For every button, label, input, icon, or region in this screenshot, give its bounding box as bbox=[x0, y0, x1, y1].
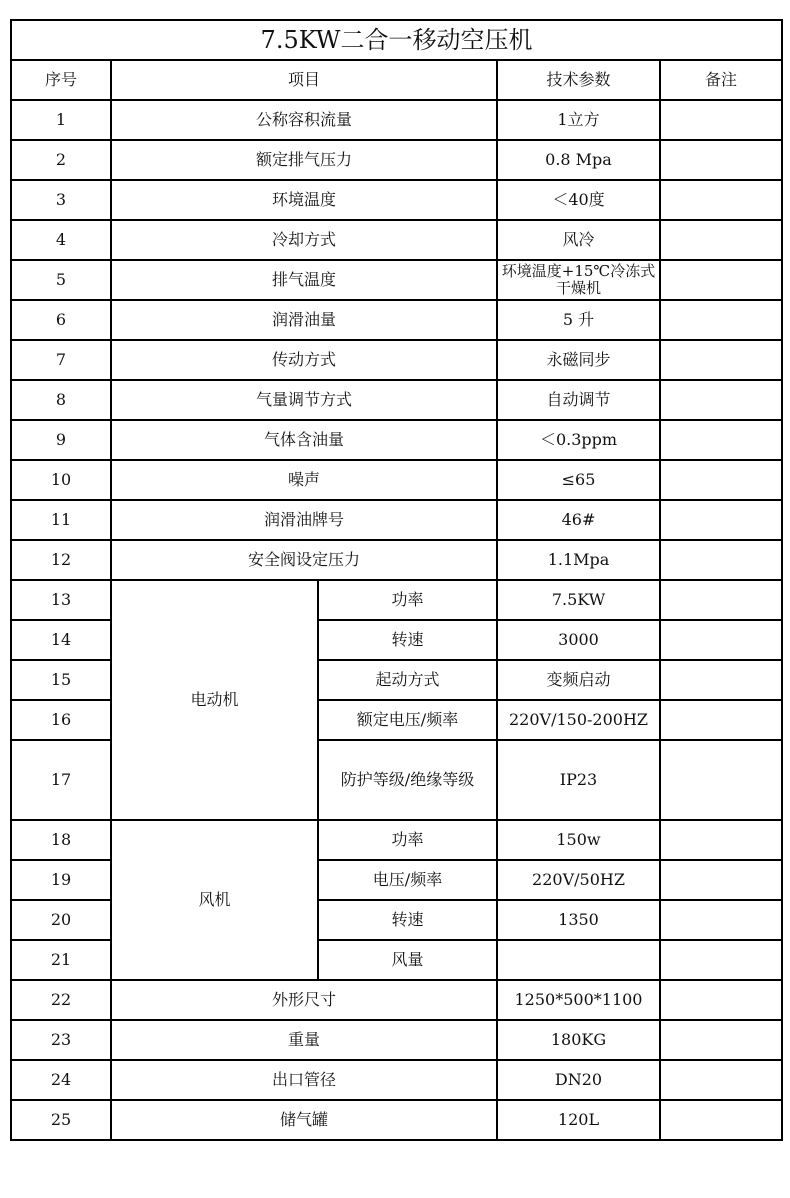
table-row bbox=[11, 580, 782, 620]
row-note bbox=[660, 340, 782, 380]
row-spec: 变频启动 bbox=[497, 660, 660, 700]
row-note bbox=[660, 1020, 782, 1060]
row-item: 储气罐 bbox=[111, 1100, 497, 1140]
row-number: 11 bbox=[11, 500, 111, 540]
row-number: 24 bbox=[11, 1060, 111, 1100]
table-row bbox=[11, 1060, 782, 1100]
motor-group-label: 电动机 bbox=[111, 580, 318, 820]
row-number: 23 bbox=[11, 1020, 111, 1060]
fan-group-label: 风机 bbox=[111, 820, 318, 980]
row-number: 14 bbox=[11, 620, 111, 660]
row-note bbox=[660, 460, 782, 500]
row-note bbox=[660, 380, 782, 420]
row-item: 环境温度 bbox=[111, 180, 497, 220]
header-no: 序号 bbox=[11, 60, 111, 100]
row-note bbox=[660, 260, 782, 300]
row-note bbox=[660, 980, 782, 1020]
row-number: 22 bbox=[11, 980, 111, 1020]
row-note bbox=[660, 220, 782, 260]
row-subitem: 防护等级/绝缘等级 bbox=[318, 740, 497, 820]
row-number: 17 bbox=[11, 740, 111, 820]
row-subitem: 功率 bbox=[318, 820, 497, 860]
table-row bbox=[11, 260, 782, 300]
row-spec: 永磁同步 bbox=[497, 340, 660, 380]
table-row bbox=[11, 100, 782, 140]
row-spec: 环境温度+15℃冷冻式干燥机 bbox=[497, 260, 660, 300]
header-spec: 技术参数 bbox=[497, 60, 660, 100]
row-note bbox=[660, 180, 782, 220]
row-number: 5 bbox=[11, 260, 111, 300]
row-number: 8 bbox=[11, 380, 111, 420]
row-number: 25 bbox=[11, 1100, 111, 1140]
row-spec: 220V/150-200HZ bbox=[497, 700, 660, 740]
row-spec: 1250*500*1100 bbox=[497, 980, 660, 1020]
row-subitem: 起动方式 bbox=[318, 660, 497, 700]
row-note bbox=[660, 1100, 782, 1140]
row-number: 13 bbox=[11, 580, 111, 620]
row-number: 9 bbox=[11, 420, 111, 460]
row-note bbox=[660, 300, 782, 340]
row-number: 20 bbox=[11, 900, 111, 940]
row-number: 6 bbox=[11, 300, 111, 340]
row-number: 1 bbox=[11, 100, 111, 140]
row-item: 润滑油牌号 bbox=[111, 500, 497, 540]
row-note bbox=[660, 740, 782, 820]
row-spec: 3000 bbox=[497, 620, 660, 660]
row-spec: 1.1Mpa bbox=[497, 540, 660, 580]
row-spec: 自动调节 bbox=[497, 380, 660, 420]
table-row bbox=[11, 180, 782, 220]
row-item: 气体含油量 bbox=[111, 420, 497, 460]
row-item: 公称容积流量 bbox=[111, 100, 497, 140]
row-spec: 5 升 bbox=[497, 300, 660, 340]
row-number: 21 bbox=[11, 940, 111, 980]
row-spec: ＜40度 bbox=[497, 180, 660, 220]
row-item: 安全阀设定压力 bbox=[111, 540, 497, 580]
row-note bbox=[660, 540, 782, 580]
table-row bbox=[11, 300, 782, 340]
row-note bbox=[660, 660, 782, 700]
row-note bbox=[660, 820, 782, 860]
row-spec: 150w bbox=[497, 820, 660, 860]
row-spec bbox=[497, 940, 660, 980]
row-spec: 180KG bbox=[497, 1020, 660, 1060]
spec-table bbox=[10, 19, 783, 1141]
row-note bbox=[660, 140, 782, 180]
row-spec: 220V/50HZ bbox=[497, 860, 660, 900]
row-number: 4 bbox=[11, 220, 111, 260]
row-note bbox=[660, 1060, 782, 1100]
row-subitem: 电压/频率 bbox=[318, 860, 497, 900]
row-number: 15 bbox=[11, 660, 111, 700]
row-item: 额定排气压力 bbox=[111, 140, 497, 180]
row-spec: 120L bbox=[497, 1100, 660, 1140]
row-item: 润滑油量 bbox=[111, 300, 497, 340]
row-item: 重量 bbox=[111, 1020, 497, 1060]
row-note bbox=[660, 700, 782, 740]
row-note bbox=[660, 940, 782, 980]
row-number: 3 bbox=[11, 180, 111, 220]
row-number: 7 bbox=[11, 340, 111, 380]
row-number: 18 bbox=[11, 820, 111, 860]
row-number: 19 bbox=[11, 860, 111, 900]
table-row bbox=[11, 1020, 782, 1060]
row-number: 16 bbox=[11, 700, 111, 740]
row-spec: 1350 bbox=[497, 900, 660, 940]
row-spec: 46# bbox=[497, 500, 660, 540]
row-number: 12 bbox=[11, 540, 111, 580]
table-row bbox=[11, 980, 782, 1020]
row-item: 气量调节方式 bbox=[111, 380, 497, 420]
row-subitem: 功率 bbox=[318, 580, 497, 620]
row-note bbox=[660, 580, 782, 620]
table-row bbox=[11, 1100, 782, 1140]
table-row bbox=[11, 820, 782, 860]
table-row bbox=[11, 340, 782, 380]
row-item: 排气温度 bbox=[111, 260, 497, 300]
row-item: 传动方式 bbox=[111, 340, 497, 380]
row-spec: 风冷 bbox=[497, 220, 660, 260]
table-row bbox=[11, 140, 782, 180]
header-note: 备注 bbox=[660, 60, 782, 100]
row-spec: IP23 bbox=[497, 740, 660, 820]
row-note bbox=[660, 500, 782, 540]
row-note bbox=[660, 860, 782, 900]
row-number: 10 bbox=[11, 460, 111, 500]
table-row bbox=[11, 420, 782, 460]
table-row bbox=[11, 540, 782, 580]
row-note bbox=[660, 620, 782, 660]
row-subitem: 额定电压/频率 bbox=[318, 700, 497, 740]
row-item: 冷却方式 bbox=[111, 220, 497, 260]
row-item: 出口管径 bbox=[111, 1060, 497, 1100]
table-row bbox=[11, 380, 782, 420]
row-note bbox=[660, 100, 782, 140]
table-row bbox=[11, 220, 782, 260]
table-title: 7.5KW二合一移动空压机 bbox=[11, 20, 782, 60]
row-subitem: 转速 bbox=[318, 620, 497, 660]
table-row bbox=[11, 460, 782, 500]
row-item: 噪声 bbox=[111, 460, 497, 500]
row-note bbox=[660, 420, 782, 460]
table-row bbox=[11, 500, 782, 540]
row-item: 外形尺寸 bbox=[111, 980, 497, 1020]
row-spec: ＜0.3ppm bbox=[497, 420, 660, 460]
row-subitem: 风量 bbox=[318, 940, 497, 980]
row-spec: DN20 bbox=[497, 1060, 660, 1100]
header-item: 项目 bbox=[111, 60, 497, 100]
row-spec: 1立方 bbox=[497, 100, 660, 140]
row-spec: 7.5KW bbox=[497, 580, 660, 620]
row-number: 2 bbox=[11, 140, 111, 180]
row-spec: 0.8 Mpa bbox=[497, 140, 660, 180]
row-subitem: 转速 bbox=[318, 900, 497, 940]
row-spec: ≤65 bbox=[497, 460, 660, 500]
row-note bbox=[660, 900, 782, 940]
